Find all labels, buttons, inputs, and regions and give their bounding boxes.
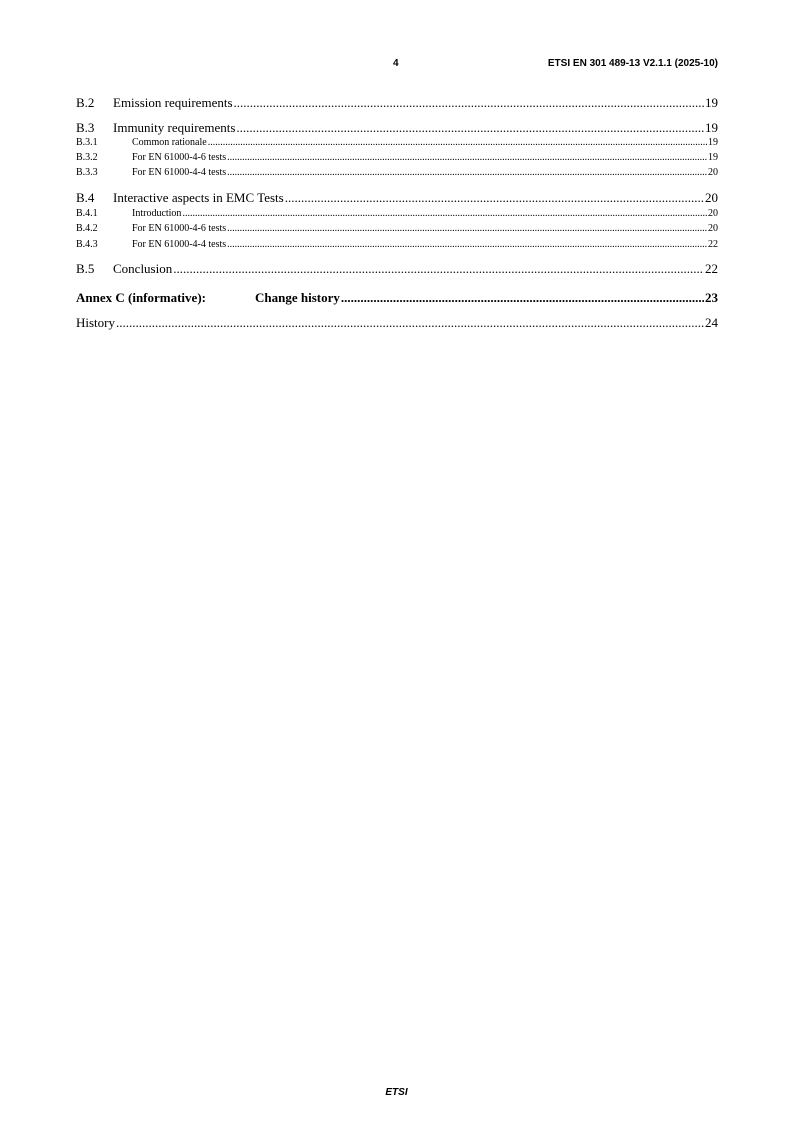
- toc-leader-dots: [116, 315, 704, 330]
- toc-entry-page: 22: [708, 239, 718, 250]
- toc-entry-b4-3[interactable]: [76, 239, 718, 251]
- toc-leader-dots: [341, 290, 704, 305]
- toc-entry-page: 19: [705, 95, 718, 110]
- toc-entry-title: Change history: [255, 290, 340, 305]
- toc-entry-title: Emission requirements: [113, 95, 233, 110]
- toc-annex-label: Annex C (informative):: [76, 290, 206, 305]
- toc-entry-b3[interactable]: [76, 120, 718, 135]
- toc-entry-page: 23: [705, 290, 718, 305]
- toc-leader-dots: [236, 120, 704, 135]
- toc-entry-title: Conclusion: [113, 261, 173, 276]
- toc-entry-page: 20: [705, 190, 718, 205]
- toc-entry-page: 19: [708, 152, 718, 163]
- toc-leader-dots: [227, 167, 707, 179]
- toc-entry-number: B.5: [76, 261, 95, 276]
- toc-entry-b4-1[interactable]: [76, 208, 718, 220]
- toc-entry-title: For EN 61000-4-6 tests: [132, 152, 227, 163]
- toc-entry-page: 22: [705, 261, 718, 276]
- toc-leader-dots: [234, 95, 704, 110]
- toc-entry-history[interactable]: [76, 315, 718, 330]
- toc-entry-b4-2[interactable]: [76, 223, 718, 235]
- toc-entry-page: 20: [708, 208, 718, 219]
- toc-leader-dots: [182, 208, 707, 220]
- toc-entry-number: B.3.3: [76, 167, 98, 178]
- toc-entry-title: Common rationale: [132, 137, 207, 148]
- toc-entry-title: Immunity requirements: [113, 120, 236, 135]
- page-header: [76, 58, 718, 72]
- toc-entry-annex-c[interactable]: [76, 290, 718, 305]
- toc-entry-page: 24: [705, 315, 718, 330]
- toc-entry-page: 20: [708, 167, 718, 178]
- toc-entry-title: For EN 61000-4-6 tests: [132, 223, 227, 234]
- toc-leader-dots: [227, 223, 707, 235]
- toc-entry-number: B.4: [76, 190, 95, 205]
- toc-entry-number: B.3.1: [76, 137, 98, 148]
- toc-leader-dots: [227, 152, 707, 164]
- toc-entry-page: 20: [708, 223, 718, 234]
- toc-entry-number: B.4.3: [76, 239, 98, 250]
- document-reference: ETSI EN 301 489-13 V2.1.1 (2025-10): [547, 58, 718, 69]
- toc-entry-b3-3[interactable]: [76, 167, 718, 179]
- toc-entry-title: Introduction: [132, 208, 182, 219]
- page-number: 4: [393, 58, 399, 69]
- toc-leader-dots: [208, 137, 707, 149]
- toc-entry-b2[interactable]: [76, 95, 718, 110]
- toc-entry-b3-1[interactable]: [76, 137, 718, 149]
- toc-entry-number: B.3.2: [76, 152, 98, 163]
- toc-entry-b4[interactable]: [76, 190, 718, 205]
- toc-entry-number: B.3: [76, 120, 95, 135]
- toc-entry-number: B.4.1: [76, 208, 98, 219]
- toc-entry-page: 19: [705, 120, 718, 135]
- toc-entry-title: For EN 61000-4-4 tests: [132, 239, 227, 250]
- toc-entry-title: Interactive aspects in EMC Tests: [113, 190, 284, 205]
- toc-entry-number: B.4.2: [76, 223, 98, 234]
- toc-entry-b5[interactable]: [76, 261, 718, 276]
- toc-leader-dots: [227, 239, 707, 251]
- page-footer: ETSI: [385, 1087, 408, 1098]
- toc-leader-dots: [285, 190, 704, 205]
- toc-entry-title: History: [76, 315, 115, 330]
- toc-entry-number: B.2: [76, 95, 95, 110]
- toc-entry-page: 19: [708, 137, 718, 148]
- toc-entry-title: For EN 61000-4-4 tests: [132, 167, 227, 178]
- toc-entry-b3-2[interactable]: [76, 152, 718, 164]
- toc-leader-dots: [173, 261, 704, 276]
